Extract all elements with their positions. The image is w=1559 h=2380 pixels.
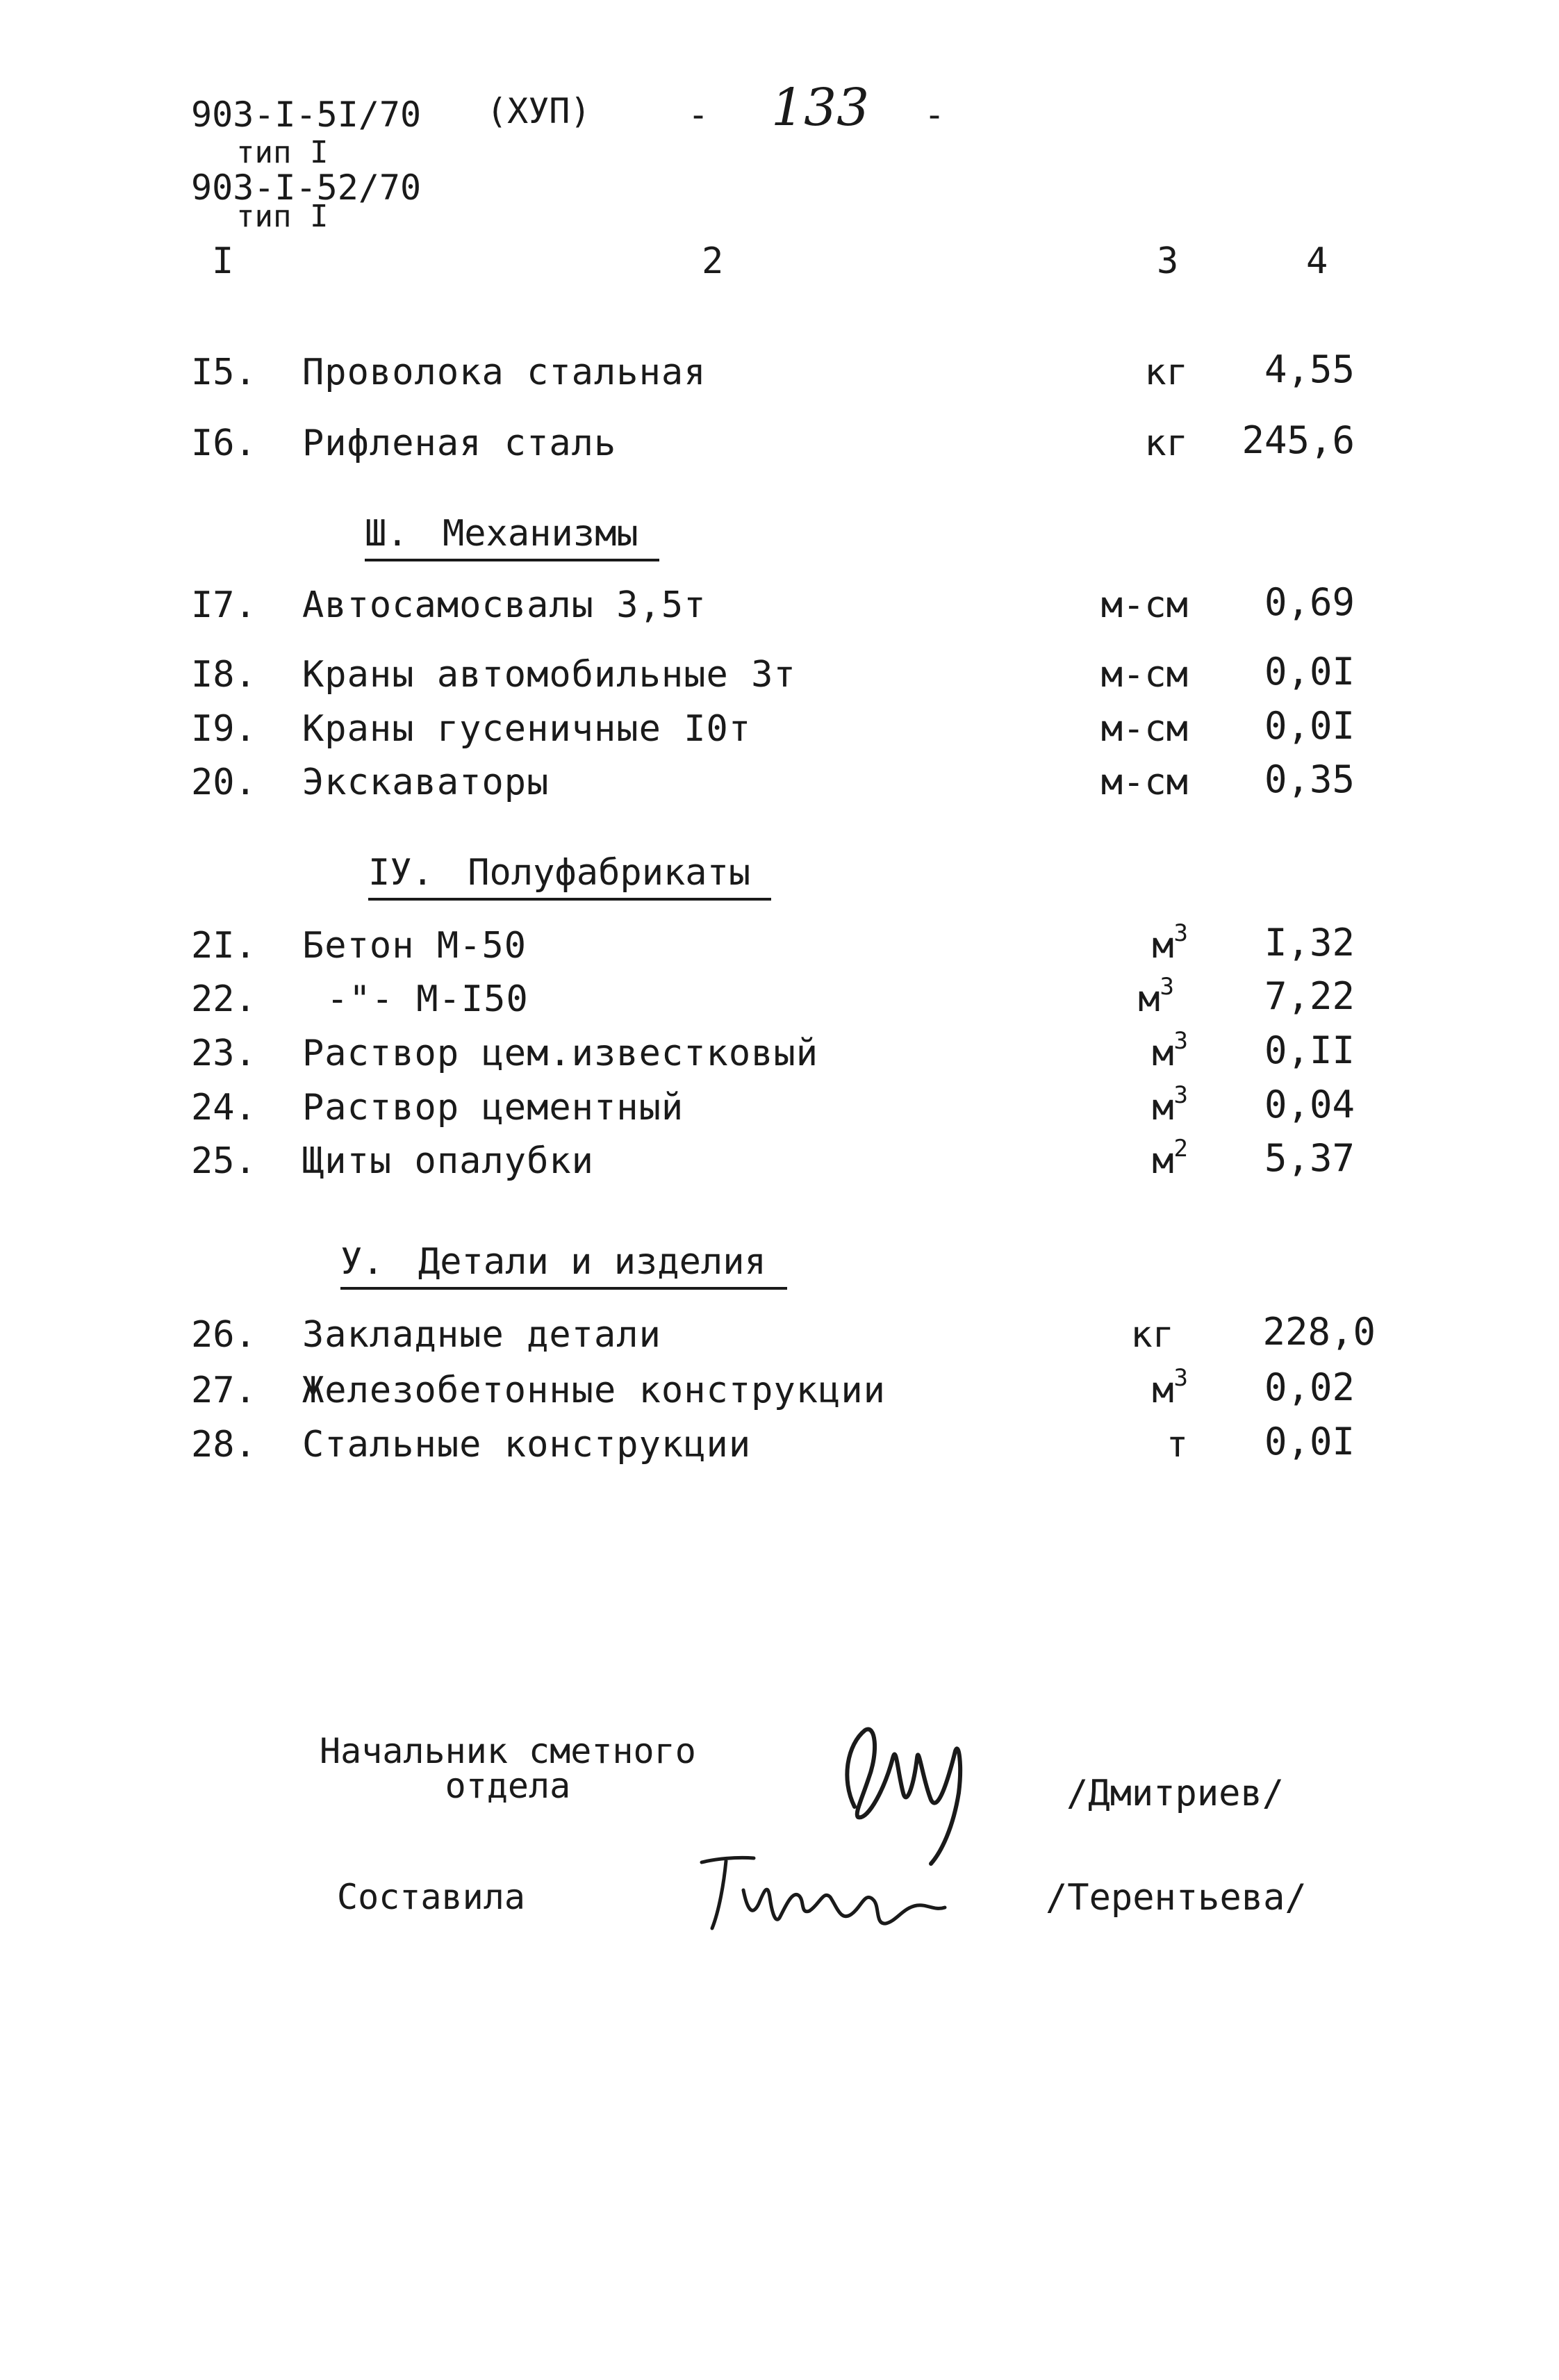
section-number: Ш. (365, 513, 409, 555)
material-name: -"- М-I50 (327, 978, 529, 1020)
quantity: 0,02 (1264, 1365, 1355, 1409)
unit-base: м (1152, 925, 1174, 967)
series-code: (ХУП) (486, 91, 591, 131)
row-number: 23. (191, 1033, 256, 1074)
material-name: Раствор цементный (302, 1087, 684, 1129)
material-name: Стальные конструкции (302, 1424, 752, 1466)
type-label-1: тип I (236, 135, 329, 170)
section-number: У. (340, 1241, 384, 1283)
row-number: I7. (191, 584, 256, 626)
unit: м-см (1100, 762, 1188, 803)
dash-left: - (688, 95, 709, 135)
quantity: I,32 (1264, 921, 1355, 965)
type-label-2: тип I (236, 199, 329, 234)
unit-base: м (1152, 1033, 1174, 1074)
material-name: Автосамосвалы 3,5т (302, 584, 707, 626)
unit (1021, 973, 1174, 1020)
unit: м-см (1100, 584, 1188, 626)
row-number: 24. (191, 1087, 256, 1129)
material-name: Экскаваторы (302, 762, 550, 803)
material-name: Щиты опалубки (302, 1140, 594, 1182)
row-number: 20. (191, 762, 256, 803)
unit-base: м (1152, 1087, 1174, 1129)
quantity: 7,22 (1264, 974, 1355, 1018)
unit-base: кг (1130, 1314, 1174, 1356)
row-number: 22. (191, 978, 256, 1020)
unit (1035, 1081, 1188, 1129)
material-name: Краны гусеничные I0т (302, 708, 752, 750)
row-number: I8. (191, 654, 256, 696)
section-number: IУ. (368, 852, 434, 894)
section-heading-semifinished (368, 852, 771, 901)
signatory-name-2: /Терентьева/ (1046, 1877, 1307, 1919)
signatory-name-1: /Дмитриев/ (1066, 1773, 1285, 1814)
section-heading-mechanisms (365, 513, 659, 561)
signature-role-2: Составила (337, 1877, 525, 1917)
unit: кг (1144, 352, 1188, 393)
unit: кг (1144, 422, 1188, 464)
unit: м-см (1100, 708, 1188, 750)
quantity: 0,0I (1264, 1420, 1355, 1463)
unit-exponent: 2 (1173, 1135, 1188, 1163)
quantity: 0,35 (1264, 757, 1355, 801)
material-name: Раствор цем.известковый (302, 1033, 819, 1074)
material-name: Железобетонные конструкции (302, 1370, 886, 1411)
row-number: I9. (191, 708, 256, 750)
row-number: 2I. (191, 925, 256, 967)
material-name: Бетон М-50 (302, 925, 527, 967)
quantity: 0,II (1264, 1028, 1355, 1072)
section-title: Полуфабрикаты (468, 852, 751, 894)
column-number-4: 4 (1306, 240, 1328, 282)
quantity: 5,37 (1264, 1136, 1355, 1180)
material-name: Краны автомобильные 3т (302, 654, 796, 696)
unit-base: м (1152, 1140, 1174, 1182)
quantity: 0,69 (1264, 580, 1355, 624)
unit-base: м (1138, 978, 1160, 1020)
unit-exponent: 3 (1173, 1364, 1188, 1392)
unit: м-см (1100, 654, 1188, 696)
quantity: 0,04 (1264, 1083, 1355, 1126)
material-name: Проволока стальная (302, 352, 707, 393)
section-title: Механизмы (442, 513, 638, 555)
column-number-1: I (212, 240, 234, 282)
quantity: 228,0 (1262, 1310, 1376, 1354)
unit-exponent: 3 (1173, 1027, 1188, 1055)
row-number: I5. (191, 352, 256, 393)
row-number: 28. (191, 1424, 256, 1466)
unit-exponent: 3 (1173, 919, 1188, 947)
section-title: Детали и изделия (418, 1241, 766, 1283)
quantity: 4,55 (1264, 347, 1355, 391)
material-name: Закладные детали (302, 1314, 661, 1356)
page-number: 133 (771, 78, 870, 138)
quantity: 0,0I (1264, 704, 1355, 748)
column-number-2: 2 (702, 240, 724, 282)
unit (1035, 1364, 1188, 1411)
row-number: I6. (191, 422, 256, 464)
column-number-3: 3 (1157, 240, 1179, 282)
unit (1035, 1027, 1188, 1074)
row-number: 27. (191, 1370, 256, 1411)
role-line-1: Начальник сметного (320, 1731, 696, 1771)
section-heading-parts (340, 1241, 787, 1290)
signature-2 (688, 1841, 952, 1939)
signature-role-1 (320, 1731, 696, 1806)
quantity: 245,6 (1242, 418, 1355, 462)
role-line-2: отдела (445, 1766, 571, 1806)
unit (1021, 1314, 1174, 1356)
unit-base: м (1152, 1370, 1174, 1411)
unit (1035, 1135, 1188, 1182)
row-number: 25. (191, 1140, 256, 1182)
row-number: 26. (191, 1314, 256, 1356)
unit-exponent: 3 (1173, 1081, 1188, 1109)
unit-exponent: 3 (1160, 973, 1174, 1001)
document-code-1: 903-I-5I/70 (191, 95, 422, 135)
unit-base: т (1166, 1424, 1188, 1466)
unit (1035, 919, 1188, 967)
document-code-2: 903-I-52/70 (191, 167, 422, 208)
material-name: Рифленая сталь (302, 422, 617, 464)
unit (1035, 1424, 1188, 1466)
quantity: 0,0I (1264, 650, 1355, 694)
dash-right: - (924, 95, 946, 135)
